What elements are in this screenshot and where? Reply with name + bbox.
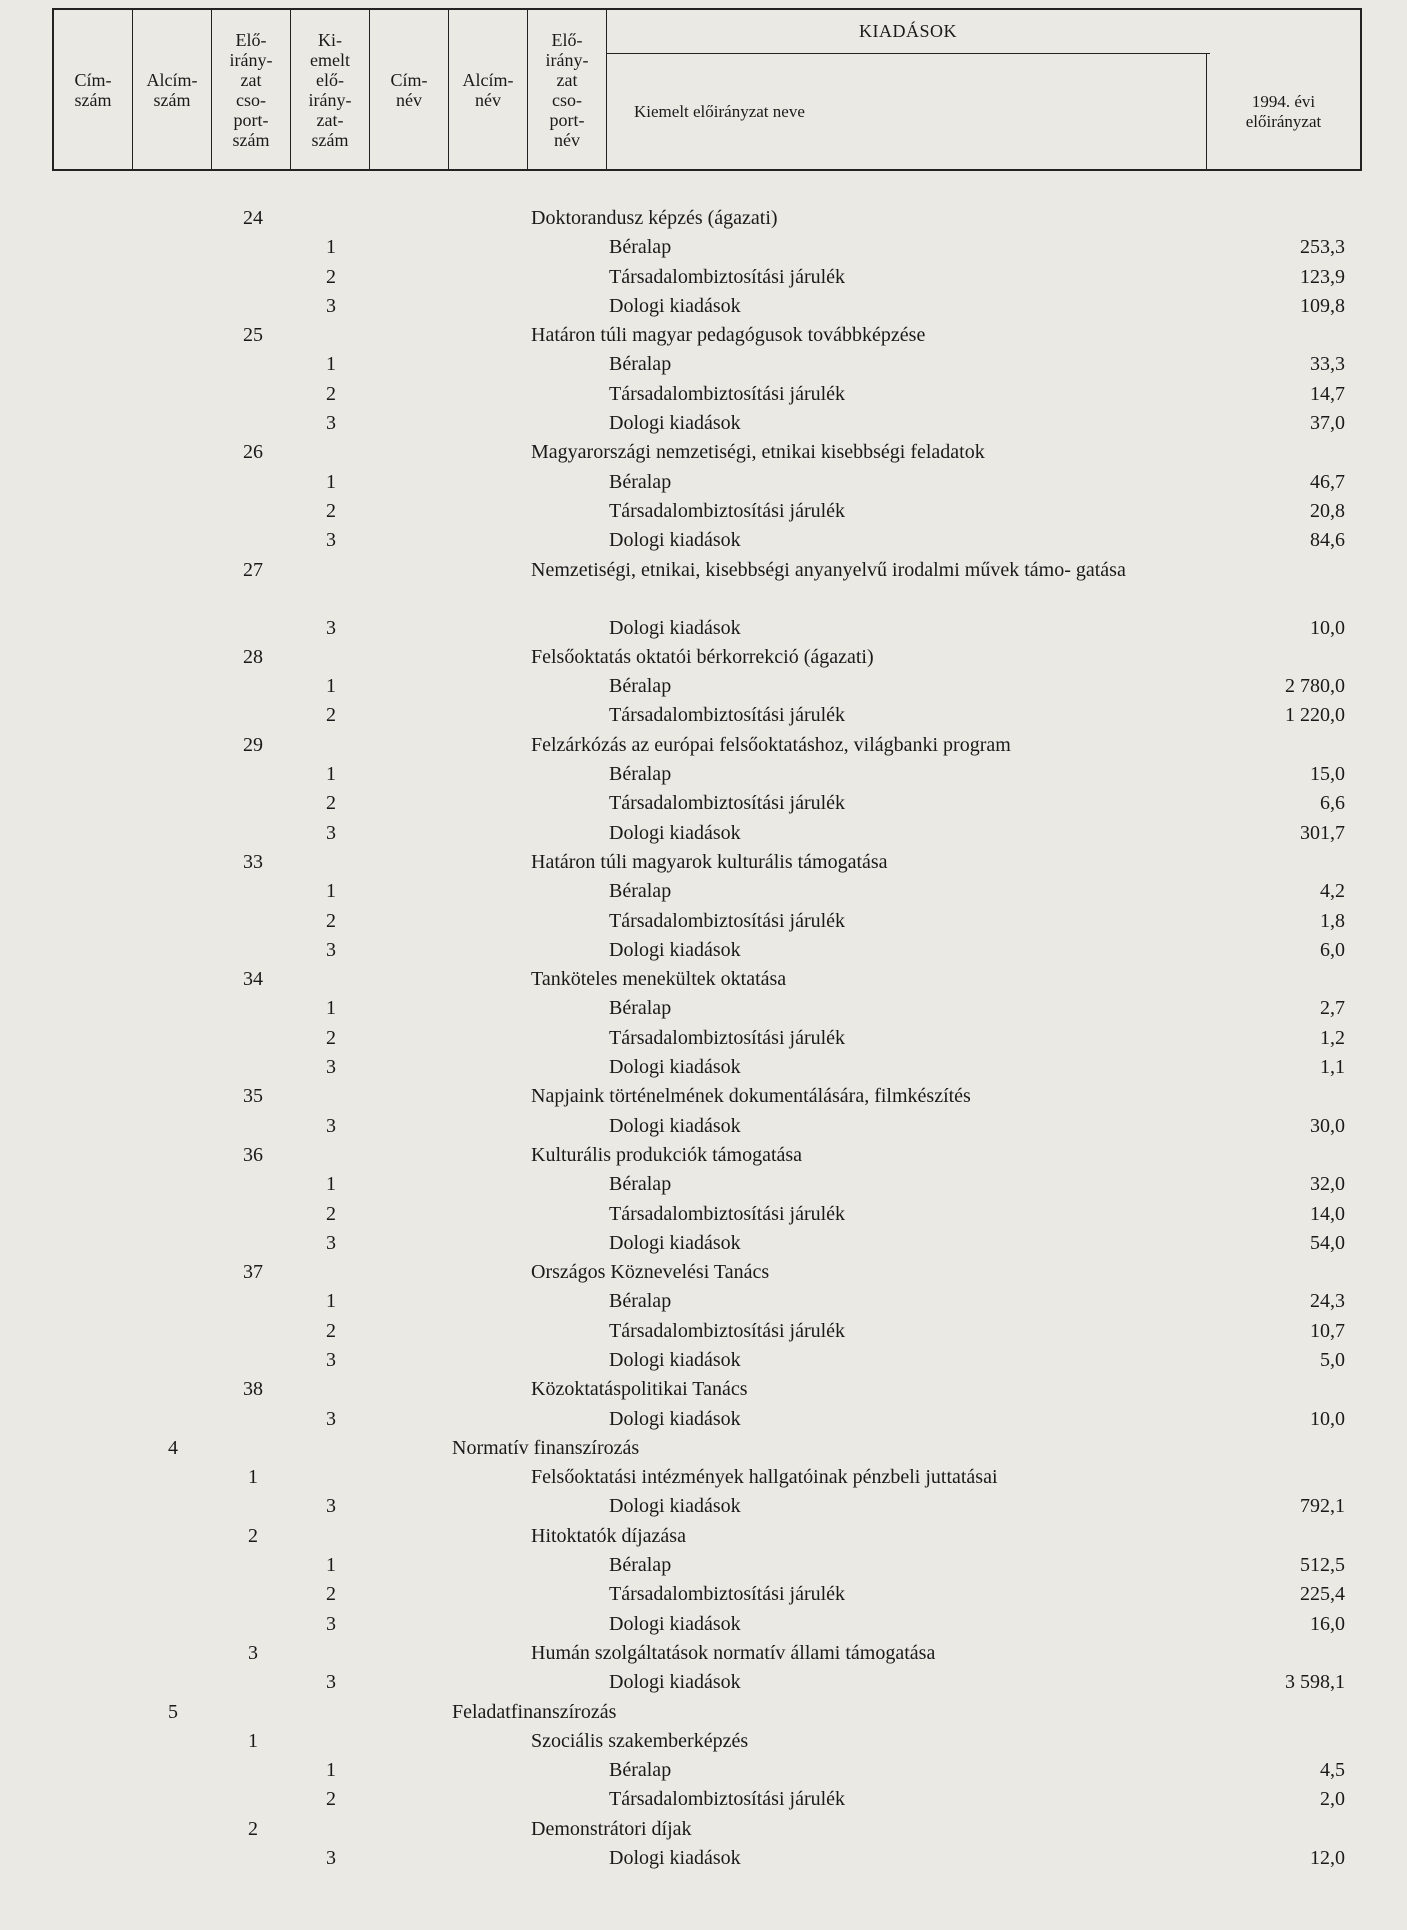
table-row	[0, 1082, 1407, 1111]
table-row	[0, 994, 1407, 1023]
row-name: Béralap	[609, 1173, 672, 1196]
row-value: 109,8	[1300, 294, 1345, 317]
row-number: 2	[326, 792, 336, 815]
table-row	[0, 1815, 1407, 1844]
header-kiemelt-eloiranyzatszam-label: Ki- emelt elő- irány- zat- szám	[308, 29, 352, 150]
table-row	[0, 1756, 1407, 1785]
row-value: 1,8	[1320, 909, 1345, 932]
table-row	[0, 1375, 1407, 1404]
row-number: 2	[326, 499, 336, 522]
row-number: 1	[248, 1466, 258, 1489]
table-row	[0, 1844, 1407, 1873]
row-number: 3	[326, 1114, 336, 1137]
row-value: 4,2	[1320, 880, 1345, 903]
header-cimnev	[370, 10, 449, 169]
row-number: 3	[248, 1641, 258, 1664]
row-number: 3	[326, 616, 336, 639]
row-number: 27	[243, 558, 263, 581]
row-value: 30,0	[1310, 1114, 1345, 1137]
row-number: 28	[243, 645, 263, 668]
row-number: 1	[326, 470, 336, 493]
row-number: 2	[326, 909, 336, 932]
row-number: 3	[326, 294, 336, 317]
row-value: 225,4	[1300, 1583, 1345, 1606]
row-value: 10,7	[1310, 1319, 1345, 1342]
row-name: Társadalombiztosítási járulék	[609, 382, 846, 405]
table-row	[0, 760, 1407, 789]
table-row	[0, 1112, 1407, 1141]
table-row	[0, 907, 1407, 936]
row-name: Dologi kiadások	[609, 1847, 741, 1870]
row-name: Szociális szakemberképzés	[531, 1729, 749, 1752]
row-name: Dologi kiadások	[609, 1407, 741, 1430]
row-name: Nemzetiségi, etnikai, kisebbségi anyanyelvű irodalmi művek támo- gatása	[531, 558, 1126, 581]
row-name: Dologi kiadások	[609, 616, 741, 639]
row-number: 1	[326, 880, 336, 903]
row-number: 2	[326, 382, 336, 405]
row-name: Dologi kiadások	[609, 294, 741, 317]
row-number: 3	[326, 1612, 336, 1635]
table-row	[0, 497, 1407, 526]
row-number: 1	[326, 1173, 336, 1196]
table-row	[0, 1317, 1407, 1346]
row-value: 5,0	[1320, 1348, 1345, 1371]
table-row	[0, 1405, 1407, 1434]
row-name: Dologi kiadások	[609, 1114, 741, 1137]
header-kiemelt-eloiranyzatszam	[291, 10, 370, 169]
row-number: 33	[243, 850, 263, 873]
row-number: 2	[326, 1202, 336, 1225]
row-name: Dologi kiadások	[609, 1348, 741, 1371]
row-value: 253,3	[1300, 236, 1345, 259]
table-row	[0, 965, 1407, 994]
row-number: 2	[248, 1524, 258, 1547]
table-row	[0, 1024, 1407, 1053]
row-number: 3	[326, 1847, 336, 1870]
row-number: 3	[326, 1056, 336, 1079]
row-number: 2	[326, 265, 336, 288]
row-number: 1	[326, 675, 336, 698]
row-number: 3	[326, 1495, 336, 1518]
table-row	[0, 1639, 1407, 1668]
table-row	[0, 526, 1407, 555]
row-value: 46,7	[1310, 470, 1345, 493]
table-row	[0, 263, 1407, 292]
row-name: Társadalombiztosítási járulék	[609, 704, 846, 727]
row-value: 6,6	[1320, 792, 1345, 815]
row-value: 2 780,0	[1285, 675, 1345, 698]
row-name: Béralap	[609, 880, 672, 903]
table-row	[0, 643, 1407, 672]
row-name: Doktorandusz képzés (ágazati)	[531, 207, 778, 229]
row-value: 3 598,1	[1285, 1671, 1345, 1694]
row-value: 84,6	[1310, 529, 1345, 552]
row-number: 3	[326, 412, 336, 435]
table-row	[0, 1668, 1407, 1697]
row-number: 2	[326, 1788, 336, 1811]
row-number: 35	[243, 1085, 263, 1108]
row-value: 2,0	[1320, 1788, 1345, 1811]
row-name: Dologi kiadások	[609, 1495, 741, 1518]
row-value: 512,5	[1300, 1554, 1345, 1577]
table-row	[0, 1287, 1407, 1316]
row-number: 2	[326, 1319, 336, 1342]
row-number: 36	[243, 1143, 263, 1166]
table-row	[0, 233, 1407, 262]
table-row	[0, 204, 1407, 233]
row-name: Közoktatáspolitikai Tanács	[531, 1378, 748, 1401]
row-number: 3	[326, 1348, 336, 1371]
row-name: Dologi kiadások	[609, 938, 741, 961]
row-name: Béralap	[609, 997, 672, 1020]
row-number: 1	[326, 353, 336, 376]
table-row	[0, 936, 1407, 965]
row-number: 1	[248, 1729, 258, 1752]
row-name: Béralap	[609, 236, 672, 259]
row-name: Béralap	[609, 1759, 672, 1782]
row-name: Társadalombiztosítási járulék	[609, 792, 846, 815]
table-row	[0, 438, 1407, 467]
row-value: 4,5	[1320, 1759, 1345, 1782]
budget-rows	[0, 204, 1407, 1873]
row-number: 37	[243, 1261, 263, 1284]
row-value: 14,7	[1310, 382, 1345, 405]
row-number: 2	[326, 1583, 336, 1606]
table-row	[0, 672, 1407, 701]
row-name: Társadalombiztosítási járulék	[609, 1583, 846, 1606]
row-number: 4	[168, 1436, 178, 1459]
header-1994-eloiranyzat: 1994. évi előirányzat	[1206, 54, 1360, 169]
row-number: 2	[248, 1817, 258, 1840]
table-row	[0, 1463, 1407, 1492]
row-name: Országos Köznevelési Tanács	[531, 1261, 770, 1284]
row-number: 1	[326, 763, 336, 786]
row-number: 1	[326, 236, 336, 259]
row-name: Béralap	[609, 1554, 672, 1577]
row-value: 792,1	[1300, 1495, 1345, 1518]
row-number: 38	[243, 1378, 263, 1401]
table-row	[0, 1346, 1407, 1375]
table-row	[0, 848, 1407, 877]
row-number: 29	[243, 733, 263, 756]
header-alcimszam-label: Alcím- szám	[146, 69, 198, 110]
table-row	[0, 1258, 1407, 1287]
row-number: 24	[243, 207, 263, 229]
row-name: Dologi kiadások	[609, 529, 741, 552]
table-row	[0, 556, 1407, 614]
header-cimszam-label: Cím- szám	[74, 69, 112, 110]
header-alcimnev-label: Alcím- név	[462, 69, 514, 110]
table-row	[0, 1727, 1407, 1756]
table-row	[0, 1580, 1407, 1609]
header-alcimnev	[449, 10, 528, 169]
header-eloiranyzat-csoportszam-label: Elő- irány- zat cso- port- szám	[229, 29, 273, 150]
row-number: 25	[243, 324, 263, 347]
row-number: 34	[243, 968, 263, 991]
table-row	[0, 468, 1407, 497]
table-row	[0, 819, 1407, 848]
row-number: 2	[326, 704, 336, 727]
row-value: 1,2	[1320, 1026, 1345, 1049]
row-name: Társadalombiztosítási járulék	[609, 1319, 846, 1342]
row-name: Társadalombiztosítási járulék	[609, 1788, 846, 1811]
table-row	[0, 1053, 1407, 1082]
row-name: Hitoktatók díjazása	[531, 1524, 686, 1547]
row-name: Dologi kiadások	[609, 1671, 741, 1694]
row-value: 33,3	[1310, 353, 1345, 376]
row-name: Dologi kiadások	[609, 1056, 741, 1079]
row-name: Határon túli magyarok kulturális támogatása	[531, 850, 888, 873]
table-row	[0, 1610, 1407, 1639]
row-value: 12,0	[1310, 1847, 1345, 1870]
row-number: 5	[168, 1700, 178, 1723]
row-value: 37,0	[1310, 412, 1345, 435]
row-name: Határon túli magyar pedagógusok továbbképzése	[531, 324, 926, 347]
table-row	[0, 789, 1407, 818]
table-row	[0, 1170, 1407, 1199]
table-row	[0, 321, 1407, 350]
row-value: 32,0	[1310, 1173, 1345, 1196]
row-name: Feladatfinanszírozás	[452, 1700, 617, 1723]
row-name: Napjaink történelmének dokumentálására, filmkészítés	[531, 1085, 971, 1108]
row-name: Felsőoktatás oktatói bérkorrekció (ágazati)	[531, 645, 874, 668]
row-value: 6,0	[1320, 938, 1345, 961]
row-value: 1 220,0	[1285, 704, 1345, 727]
row-number: 3	[326, 529, 336, 552]
row-name: Béralap	[609, 470, 672, 493]
header-eloiranyzat-csoportszam	[212, 10, 291, 169]
row-name: Társadalombiztosítási járulék	[609, 909, 846, 932]
row-name: Demonstrátori díjak	[531, 1817, 692, 1840]
row-name: Béralap	[609, 763, 672, 786]
table-row	[0, 877, 1407, 906]
table-row	[0, 1785, 1407, 1814]
row-value: 1,1	[1320, 1056, 1345, 1079]
table-row	[0, 1698, 1407, 1727]
row-name: Társadalombiztosítási járulék	[609, 1026, 846, 1049]
row-value: 2,7	[1320, 997, 1345, 1020]
row-name: Normatív finanszírozás	[452, 1436, 640, 1459]
row-value: 10,0	[1310, 616, 1345, 639]
table-row	[0, 701, 1407, 730]
header-kiemelt-eloiranyzat-neve: Kiemelt előirányzat neve	[634, 101, 805, 121]
row-value: 54,0	[1310, 1231, 1345, 1254]
table-row	[0, 1551, 1407, 1580]
table-row	[0, 1200, 1407, 1229]
row-value: 20,8	[1310, 499, 1345, 522]
row-number: 3	[326, 1671, 336, 1694]
row-value: 123,9	[1300, 265, 1345, 288]
row-name: Humán szolgáltatások normatív állami támogatása	[531, 1641, 936, 1664]
table-row	[0, 350, 1407, 379]
row-number: 3	[326, 1407, 336, 1430]
row-name: Béralap	[609, 675, 672, 698]
table-header	[52, 8, 1362, 171]
row-name: Tanköteles menekültek oktatása	[531, 968, 787, 991]
row-name: Társadalombiztosítási járulék	[609, 1202, 846, 1225]
row-name: Dologi kiadások	[609, 821, 741, 844]
table-row	[0, 1434, 1407, 1463]
table-row	[0, 292, 1407, 321]
header-cimnev-label: Cím- név	[390, 69, 428, 110]
row-name: Dologi kiadások	[609, 412, 741, 435]
row-value: 24,3	[1310, 1290, 1345, 1313]
row-value: 301,7	[1300, 821, 1345, 844]
table-row	[0, 731, 1407, 760]
header-eloiranyzat-csoportnev	[528, 10, 607, 169]
row-name: Felzárkózás az európai felsőoktatáshoz, világbanki program	[531, 733, 1011, 756]
row-value: 15,0	[1310, 763, 1345, 786]
row-value: 16,0	[1310, 1612, 1345, 1635]
row-name: Felsőoktatási intézmények hallgatóinak pénzbeli juttatásai	[531, 1466, 998, 1489]
row-name: Társadalombiztosítási járulék	[609, 499, 846, 522]
row-number: 3	[326, 1231, 336, 1254]
table-row	[0, 409, 1407, 438]
row-number: 2	[326, 1026, 336, 1049]
row-number: 26	[243, 441, 263, 464]
row-name: Kulturális produkciók támogatása	[531, 1143, 803, 1166]
row-name: Dologi kiadások	[609, 1231, 741, 1254]
table-row	[0, 380, 1407, 409]
table-row	[0, 1492, 1407, 1521]
row-value: 14,0	[1310, 1202, 1345, 1225]
row-number: 1	[326, 1759, 336, 1782]
row-name: Magyarországi nemzetiségi, etnikai kisebbségi feladatok	[531, 441, 985, 464]
row-name: Társadalombiztosítási járulék	[609, 265, 846, 288]
row-name: Béralap	[609, 353, 672, 376]
table-row	[0, 1229, 1407, 1258]
table-row	[0, 614, 1407, 643]
row-number: 1	[326, 997, 336, 1020]
header-cimszam	[54, 10, 133, 169]
row-name: Béralap	[609, 1290, 672, 1313]
header-kiadasok: KIADÁSOK	[606, 10, 1210, 54]
header-alcimszam	[133, 10, 212, 169]
table-row	[0, 1141, 1407, 1170]
row-value: 10,0	[1310, 1407, 1345, 1430]
row-number: 3	[326, 938, 336, 961]
table-row	[0, 1522, 1407, 1551]
row-number: 1	[326, 1290, 336, 1313]
row-number: 1	[326, 1554, 336, 1577]
row-number: 3	[326, 821, 336, 844]
header-eloiranyzat-csoportnev-label: Elő- irány- zat cso- port- név	[545, 29, 589, 150]
row-name: Dologi kiadások	[609, 1612, 741, 1635]
